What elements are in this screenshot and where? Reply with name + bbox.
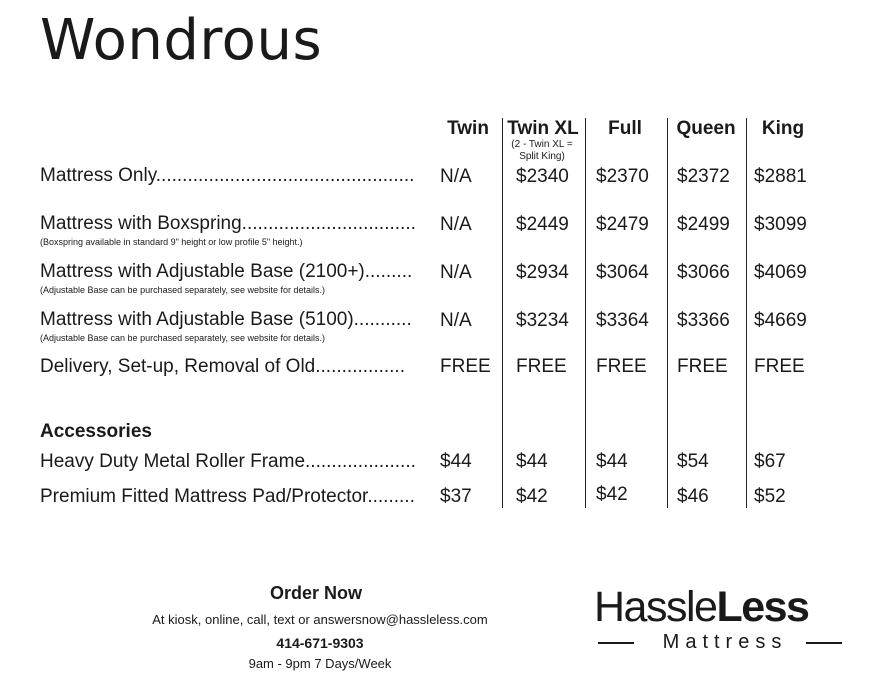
price-full: $3064 [596, 262, 649, 283]
price-twin: FREE [440, 356, 491, 377]
column-header-twin: Twin [447, 118, 489, 139]
price-king: $4669 [754, 310, 807, 331]
price-king: FREE [754, 356, 805, 377]
price-twin-xl: FREE [516, 356, 567, 377]
logo-subline [594, 631, 844, 653]
price-full: $44 [596, 451, 628, 472]
logo-part-hassle: Hassle [594, 583, 717, 631]
price-twin-xl: $42 [516, 486, 548, 507]
logo-dash-right [806, 642, 842, 644]
logo-subtitle: Mattress [662, 631, 788, 653]
price-twin-xl: $2449 [516, 214, 569, 235]
row-label: Premium Fitted Mattress Pad/Protector......... [40, 486, 415, 507]
column-divider [746, 118, 747, 508]
column-header-king: King [761, 118, 805, 139]
price-twin: $37 [440, 486, 472, 507]
row-label: Delivery, Set-up, Removal of Old................. [40, 356, 405, 377]
column-header-queen: Queen [676, 118, 736, 139]
price-queen: $3366 [677, 310, 730, 331]
price-queen: $2499 [677, 214, 730, 235]
price-twin-xl: $44 [516, 451, 548, 472]
row-note: (Boxspring available in standard 9" height or low profile 5" height.) [40, 237, 303, 247]
price-king: $52 [754, 486, 786, 507]
price-twin-xl: $2934 [516, 262, 569, 283]
row-label: Heavy Duty Metal Roller Frame..................... [40, 451, 416, 472]
column-divider [502, 118, 503, 508]
order-now-heading: Order Now [269, 583, 362, 603]
order-hours: 9am - 9pm 7 Days/Week [248, 656, 392, 671]
price-twin: $44 [440, 451, 472, 472]
price-queen: $3066 [677, 262, 730, 283]
price-king: $4069 [754, 262, 807, 283]
price-full: $2370 [596, 166, 649, 187]
logo-part-less: Less [716, 583, 809, 631]
row-label: Mattress Only................................................. [40, 165, 415, 186]
page-title: Wondrous [40, 8, 323, 73]
price-queen: $46 [677, 486, 709, 507]
price-full: $3364 [596, 310, 649, 331]
row-label: Mattress with Adjustable Base (5100)........... [40, 309, 412, 330]
price-twin: N/A [440, 214, 472, 235]
column-header-full: Full [608, 118, 642, 139]
row-note: (Adjustable Base can be purchased separately, see website for details.) [40, 333, 325, 343]
row-label: Mattress with Adjustable Base (2100+)......... [40, 261, 413, 282]
row-label: Mattress with Boxspring................................. [40, 213, 416, 234]
column-header-twin-xl: Twin XL [507, 118, 579, 139]
column-divider [585, 118, 586, 508]
price-full: $2479 [596, 214, 649, 235]
logo-wordmark [594, 585, 844, 629]
column-divider [667, 118, 668, 508]
price-queen: $2372 [677, 166, 730, 187]
price-queen: FREE [677, 356, 728, 377]
price-king: $2881 [754, 166, 807, 187]
price-twin: N/A [440, 262, 472, 283]
logo-dash-left [598, 642, 634, 644]
price-full: FREE [596, 356, 647, 377]
accessories-heading: Accessories [40, 421, 152, 442]
brand-logo [594, 585, 844, 653]
price-twin-xl: $3234 [516, 310, 569, 331]
price-queen: $54 [677, 451, 709, 472]
price-twin: N/A [440, 310, 472, 331]
row-note: (Adjustable Base can be purchased separately, see website for details.) [40, 285, 325, 295]
order-phone: 414-671-9303 [276, 635, 364, 651]
order-contact: At kiosk, online, call, text or answersnow@hassleless.com [152, 612, 488, 627]
price-full: $42 [596, 484, 628, 505]
price-king: $67 [754, 451, 786, 472]
price-twin: N/A [440, 166, 472, 187]
price-twin-xl: $2340 [516, 166, 569, 187]
twin-xl-note: (2 - Twin XL = Split King) [511, 139, 573, 162]
price-king: $3099 [754, 214, 807, 235]
